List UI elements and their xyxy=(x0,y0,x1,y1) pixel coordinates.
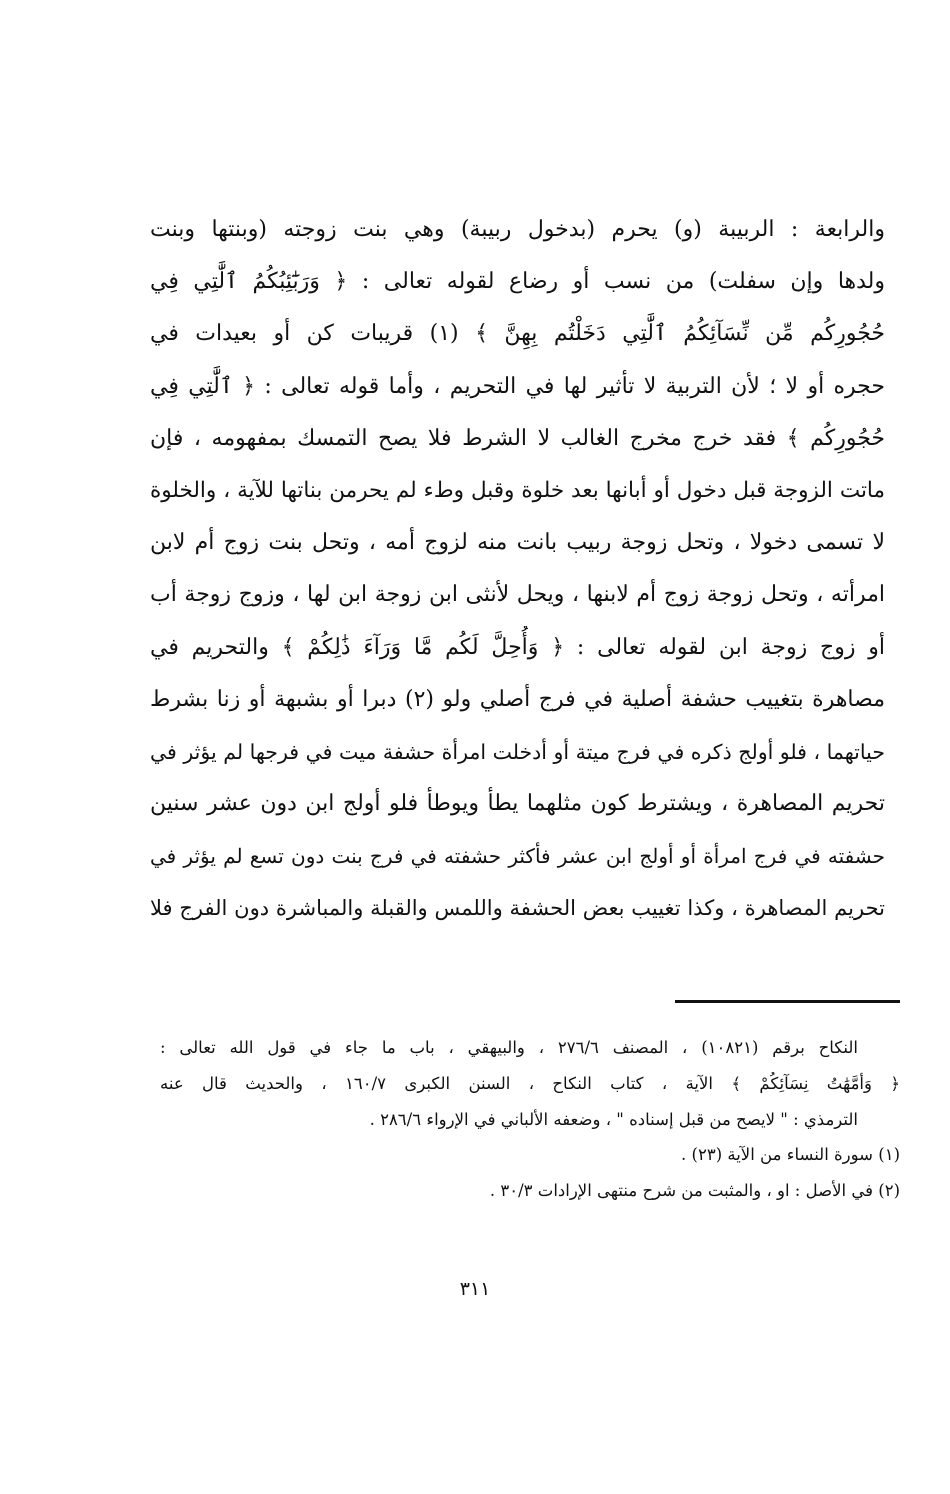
page-number: ٣١١ xyxy=(459,1278,491,1300)
text-line: حياتهما ، فلو أولج ذكره في فرج ميتة أو أدخلت امرأة حشفة ميت في فرجها لم يؤثر في xyxy=(150,739,885,764)
text-line: ماتت الزوجة قبل دخول أو أبانها بعد خلوة وقبل وطء لم يحرمن بناتها للآية ، والخلوة xyxy=(150,477,885,503)
text-line: تحريم المصاهرة ، وكذا تغييب بعض الحشفة واللمس والقبلة والمباشرة دون الفرج فلا xyxy=(150,896,885,921)
text-line: مصاهرة بتغييب حشفة أصلية في فرج أصلي ولو (٢) دبرا أو بشبهة أو زنا بشرط xyxy=(150,686,885,712)
text-line: والرابعة : الربيبة (و) يحرم (بدخول ربيبة) وهي بنت زوجته (وبنتها وبنت xyxy=(150,217,885,242)
footnotes xyxy=(160,1036,900,1215)
text-line: حشفته في فرج امرأة أو أولج ابن عشر فأكثر حشفته في فرج بنت دون تسع لم يؤثر في xyxy=(150,844,885,869)
footnote-1: (١) سورة النساء من الآية (٢٣) . xyxy=(681,1145,900,1164)
footnote-continuation-line: النكاح برقم (١٠٨٢١) ، المصنف ٢٧٦/٦ ، والبيهقي ، باب ما جاء في قول الله تعالى : xyxy=(160,1038,859,1057)
footnote-continuation-line: ﴿ وَأُمَّهَٰتُ نِسَآئِكُمْ ﴾ الآية ، كتاب النكاح ، السنن الكبرى ١٦٠/٧ ، والحديث قال عنه xyxy=(160,1074,900,1093)
text-line: حجره أو لا ؛ لأن التربية لا تأثير لها في التحريم ، وأما قوله تعالى : ﴿ ٱلَّٰتِي فِي xyxy=(150,373,885,399)
footnote-separator xyxy=(675,1000,900,1003)
text-line: لا تسمى دخولا ، وتحل زوجة ربيب بانت منه لزوج أمه ، وتحل بنت زوج أم لابن xyxy=(150,530,885,556)
text-line: امرأته ، وتحل زوجة زوج أم لابنها ، ويحل لأنثى ابن زوجة ابن لها ، وزوج زوجة أب xyxy=(150,582,885,608)
text-line: ولدها وإن سفلت) من نسب أو رضاع لقوله تعالى : ﴿ وَرَبَٰٓئِبُكُمُ ٱلَّٰتِي فِي xyxy=(150,269,885,295)
main-text xyxy=(150,208,885,939)
text-line: أو زوج زوجة ابن لقوله تعالى : ﴿ وَأُحِلَّ لَكُم مَّا وَرَآءَ ذَٰلِكُمْ ﴾ والتحريم في xyxy=(150,634,885,660)
text-line: حُجُورِكُم ﴾ فقد خرج مخرج الغالب لا الشرط فلا يصح التمسك بمفهومه ، فإن xyxy=(150,425,885,451)
text-line: تحريم المصاهرة ، ويشترط كون مثلهما يطأ ويوطأ فلو أولج ابن دون عشر سنين xyxy=(150,791,885,817)
footnote-2: (٢) في الأصل : او ، والمثبت من شرح منتهى الإرادات ٣٠/٣ . xyxy=(489,1181,900,1200)
text-line: حُجُورِكُم مِّن نِّسَآئِكُمُ ٱلَّٰتِي دَخَلْتُم بِهِنَّ ﴾ (١) قريبات كن أو بعيدات في xyxy=(150,321,885,347)
footnote-continuation-line: الترمذي : " لايصح من قبل إسناده " ، وضعفه الألباني في الإرواء ٢٨٦/٦ . xyxy=(369,1110,858,1129)
